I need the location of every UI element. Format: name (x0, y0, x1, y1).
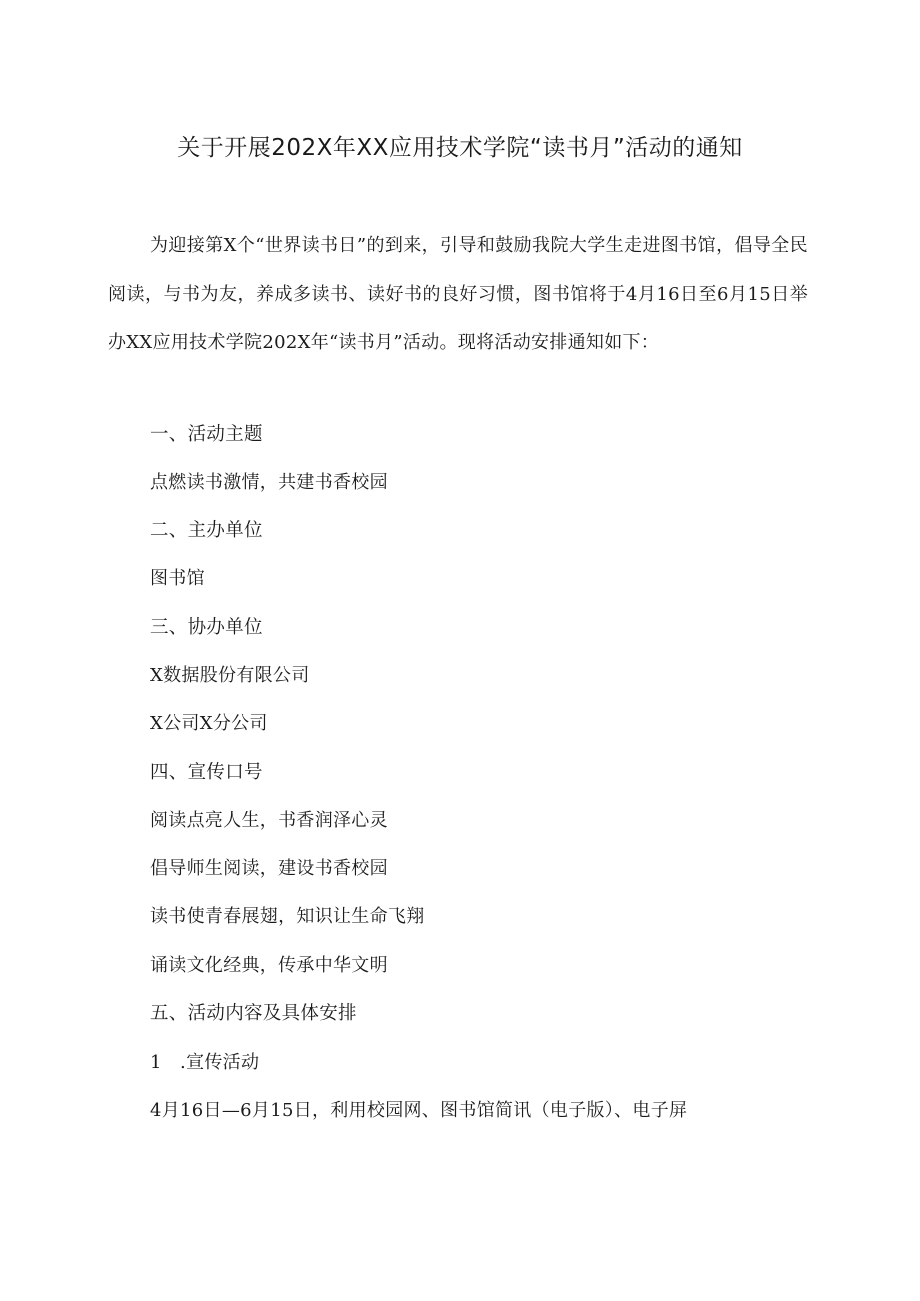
slogan-item: 阅读点亮人生，书香润泽心灵 (150, 810, 388, 831)
section-heading-organizer: 二、主办单位 (150, 520, 263, 541)
section-heading-activities: 五、活动内容及具体安排 (150, 1003, 357, 1024)
co-organizer-item: X公司X分公司 (150, 713, 268, 734)
co-organizer-item: X数据股份有限公司 (150, 665, 310, 686)
section-heading-slogans: 四、宣传口号 (150, 762, 263, 783)
slogan-item: 读书使青春展翅，知识让生命飞翔 (150, 906, 425, 927)
subsection-heading-publicity: 1 .宣传活动 (150, 1052, 260, 1073)
document-title: 关于开展202X年XX应用技术学院“读书月”活动的通知 (177, 135, 743, 161)
section-heading-co-organizer: 三、协办单位 (150, 617, 263, 638)
theme-text: 点燃读书激情，共建书香校园 (150, 472, 388, 493)
slogan-item: 诵读文化经典，传承中华文明 (150, 955, 388, 976)
slogan-item: 倡导师生阅读，建设书香校园 (150, 858, 388, 879)
intro-paragraph: 为迎接第X个“世界读书日”的到来，引导和鼓励我院大学生走进图书馆，倡导全民阅读，与书为友，养成多读书、读好书的良好习惯，图书馆将于4月16日至6月15日举办XX应用技术学院202X年“读书月”活动。现将活动安排通知如下： (108, 235, 808, 353)
organizer-text: 图书馆 (150, 568, 205, 589)
publicity-text: 4月16日—6月15日，利用校园网、图书馆简讯（电子版）、电子屏 (150, 1100, 688, 1121)
section-heading-theme: 一、活动主题 (150, 424, 263, 445)
